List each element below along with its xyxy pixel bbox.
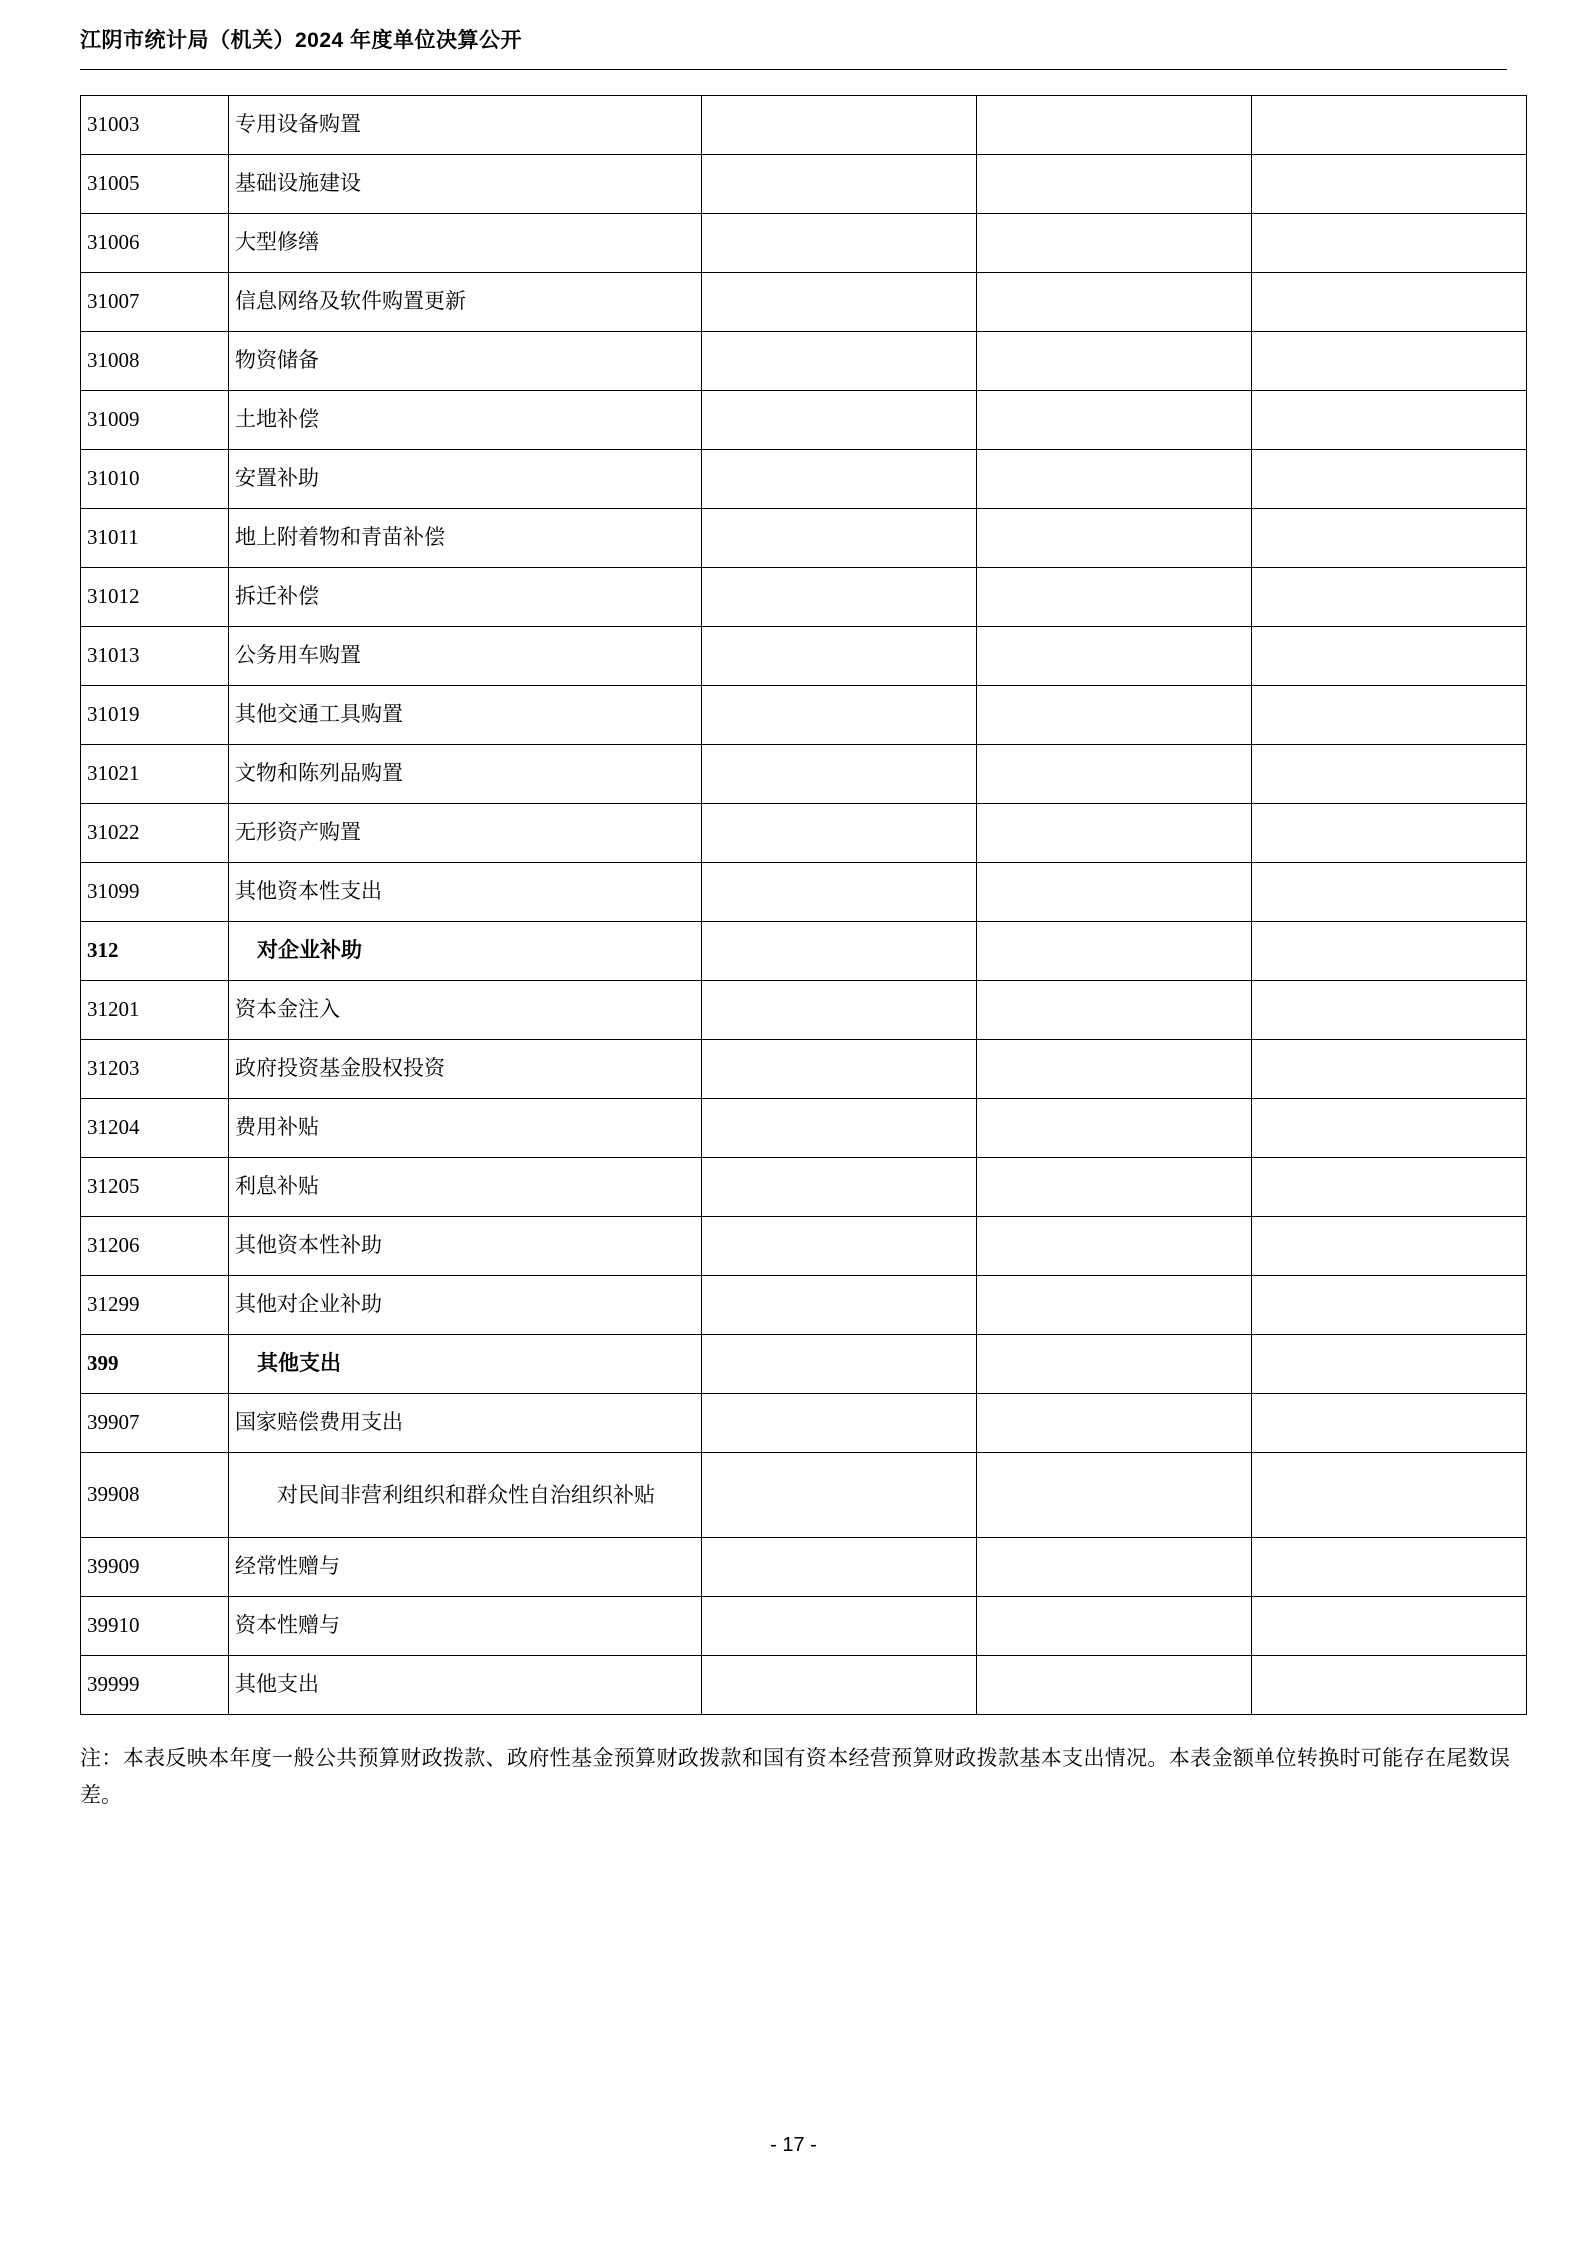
cell-amount-1 <box>702 332 977 391</box>
cell-amount-1 <box>702 509 977 568</box>
cell-amount-1 <box>702 1217 977 1276</box>
cell-amount-3 <box>1252 450 1527 509</box>
table-row <box>81 450 1527 509</box>
table-row <box>81 1099 1527 1158</box>
cell-amount-2 <box>977 155 1252 214</box>
cell-amount-1 <box>702 450 977 509</box>
cell-code: 31010 <box>81 450 229 509</box>
cell-code: 31012 <box>81 568 229 627</box>
cell-amount-3 <box>1252 509 1527 568</box>
cell-amount-1 <box>702 1394 977 1453</box>
table-row <box>81 627 1527 686</box>
cell-amount-1 <box>702 1040 977 1099</box>
cell-name: 国家赔偿费用支出 <box>229 1394 702 1453</box>
cell-amount-3 <box>1252 568 1527 627</box>
cell-name: 专用设备购置 <box>229 96 702 155</box>
table-row <box>81 155 1527 214</box>
cell-amount-3 <box>1252 922 1527 981</box>
cell-amount-1 <box>702 1656 977 1715</box>
table-row <box>81 863 1527 922</box>
header-title: 江阴市统计局（机关）2024 年度单位决算公开 <box>80 29 523 52</box>
cell-code: 31206 <box>81 1217 229 1276</box>
cell-amount-2 <box>977 96 1252 155</box>
cell-amount-3 <box>1252 745 1527 804</box>
table-row <box>81 1040 1527 1099</box>
cell-amount-3 <box>1252 1597 1527 1656</box>
cell-code: 31005 <box>81 155 229 214</box>
cell-code: 31008 <box>81 332 229 391</box>
cell-amount-1 <box>702 863 977 922</box>
cell-amount-1 <box>702 568 977 627</box>
cell-amount-1 <box>702 1538 977 1597</box>
cell-amount-3 <box>1252 1335 1527 1394</box>
cell-code: 31204 <box>81 1099 229 1158</box>
cell-amount-3 <box>1252 1217 1527 1276</box>
cell-name: 文物和陈列品购置 <box>229 745 702 804</box>
cell-name: 地上附着物和青苗补偿 <box>229 509 702 568</box>
cell-amount-3 <box>1252 1538 1527 1597</box>
cell-amount-2 <box>977 391 1252 450</box>
table-row <box>81 1597 1527 1656</box>
cell-code: 31299 <box>81 1276 229 1335</box>
cell-name: 其他对企业补助 <box>229 1276 702 1335</box>
cell-code: 39910 <box>81 1597 229 1656</box>
table-row <box>81 1158 1527 1217</box>
table-row <box>81 1217 1527 1276</box>
cell-name: 土地补偿 <box>229 391 702 450</box>
cell-name: 资本性赠与 <box>229 1597 702 1656</box>
cell-amount-2 <box>977 450 1252 509</box>
cell-amount-2 <box>977 1656 1252 1715</box>
cell-name: 公务用车购置 <box>229 627 702 686</box>
cell-amount-3 <box>1252 863 1527 922</box>
budget-table-container <box>80 95 1507 1715</box>
cell-code: 399 <box>81 1335 229 1394</box>
cell-amount-1 <box>702 1453 977 1538</box>
cell-amount-1 <box>702 391 977 450</box>
cell-amount-3 <box>1252 273 1527 332</box>
cell-amount-1 <box>702 1597 977 1656</box>
cell-amount-2 <box>977 214 1252 273</box>
cell-amount-2 <box>977 1276 1252 1335</box>
table-row <box>81 686 1527 745</box>
cell-amount-1 <box>702 1276 977 1335</box>
cell-amount-2 <box>977 1158 1252 1217</box>
cell-name: 其他支出 <box>229 1656 702 1715</box>
cell-amount-2 <box>977 627 1252 686</box>
table-row <box>81 273 1527 332</box>
table-row <box>81 745 1527 804</box>
cell-amount-1 <box>702 1158 977 1217</box>
cell-amount-2 <box>977 1597 1252 1656</box>
cell-name: 其他资本性补助 <box>229 1217 702 1276</box>
cell-amount-3 <box>1252 1276 1527 1335</box>
cell-code: 31022 <box>81 804 229 863</box>
cell-name: 经常性赠与 <box>229 1538 702 1597</box>
cell-amount-3 <box>1252 155 1527 214</box>
cell-name: 对企业补助 <box>229 922 702 981</box>
table-row <box>81 1394 1527 1453</box>
cell-amount-2 <box>977 1335 1252 1394</box>
cell-name: 利息补贴 <box>229 1158 702 1217</box>
cell-name: 安置补助 <box>229 450 702 509</box>
cell-code: 31203 <box>81 1040 229 1099</box>
cell-code: 31006 <box>81 214 229 273</box>
cell-amount-1 <box>702 981 977 1040</box>
cell-code: 31003 <box>81 96 229 155</box>
cell-amount-2 <box>977 1099 1252 1158</box>
table-row <box>81 96 1527 155</box>
header-divider <box>80 69 1507 70</box>
page-header <box>80 24 1507 70</box>
cell-amount-3 <box>1252 1394 1527 1453</box>
cell-code: 31099 <box>81 863 229 922</box>
cell-amount-3 <box>1252 96 1527 155</box>
cell-amount-1 <box>702 745 977 804</box>
cell-amount-2 <box>977 1394 1252 1453</box>
cell-code: 31021 <box>81 745 229 804</box>
cell-amount-3 <box>1252 214 1527 273</box>
cell-amount-2 <box>977 804 1252 863</box>
cell-amount-3 <box>1252 686 1527 745</box>
cell-name: 其他支出 <box>229 1335 702 1394</box>
table-row <box>81 1453 1527 1538</box>
table-row <box>81 568 1527 627</box>
table-note: 注：本表反映本年度一般公共预算财政拨款、政府性基金预算财政拨款和国有资本经营预算财政拨款基本支出情况。本表金额单位转换时可能存在尾数误差。 <box>80 1746 1510 1807</box>
cell-code: 39908 <box>81 1453 229 1538</box>
cell-amount-3 <box>1252 332 1527 391</box>
cell-amount-1 <box>702 214 977 273</box>
cell-amount-1 <box>702 627 977 686</box>
cell-name: 对民间非营利组织和群众性自治组织补贴 <box>229 1453 702 1538</box>
cell-amount-1 <box>702 1335 977 1394</box>
cell-code: 31205 <box>81 1158 229 1217</box>
cell-amount-2 <box>977 1040 1252 1099</box>
table-row <box>81 804 1527 863</box>
cell-code: 31201 <box>81 981 229 1040</box>
table-row <box>81 391 1527 450</box>
cell-amount-3 <box>1252 804 1527 863</box>
cell-amount-3 <box>1252 1656 1527 1715</box>
cell-amount-3 <box>1252 391 1527 450</box>
cell-amount-1 <box>702 922 977 981</box>
cell-amount-1 <box>702 96 977 155</box>
cell-amount-2 <box>977 568 1252 627</box>
cell-code: 39999 <box>81 1656 229 1715</box>
cell-amount-3 <box>1252 1040 1527 1099</box>
cell-name: 费用补贴 <box>229 1099 702 1158</box>
table-row <box>81 1656 1527 1715</box>
cell-amount-2 <box>977 509 1252 568</box>
cell-amount-2 <box>977 686 1252 745</box>
cell-amount-1 <box>702 273 977 332</box>
cell-amount-1 <box>702 804 977 863</box>
cell-name: 基础设施建设 <box>229 155 702 214</box>
page-number: - 17 - <box>770 2134 817 2156</box>
cell-name: 政府投资基金股权投资 <box>229 1040 702 1099</box>
cell-code: 31013 <box>81 627 229 686</box>
table-row <box>81 922 1527 981</box>
budget-table-body <box>81 96 1527 1715</box>
budget-table <box>80 95 1527 1715</box>
cell-name: 其他交通工具购置 <box>229 686 702 745</box>
table-row <box>81 981 1527 1040</box>
cell-name: 无形资产购置 <box>229 804 702 863</box>
cell-name: 其他资本性支出 <box>229 863 702 922</box>
cell-amount-3 <box>1252 1158 1527 1217</box>
cell-amount-2 <box>977 922 1252 981</box>
cell-code: 31007 <box>81 273 229 332</box>
cell-amount-3 <box>1252 1453 1527 1538</box>
cell-amount-1 <box>702 155 977 214</box>
cell-amount-3 <box>1252 981 1527 1040</box>
cell-amount-2 <box>977 1453 1252 1538</box>
cell-code: 39907 <box>81 1394 229 1453</box>
cell-code: 31009 <box>81 391 229 450</box>
cell-amount-2 <box>977 863 1252 922</box>
cell-code: 31011 <box>81 509 229 568</box>
cell-name: 信息网络及软件购置更新 <box>229 273 702 332</box>
cell-amount-3 <box>1252 627 1527 686</box>
cell-amount-2 <box>977 745 1252 804</box>
cell-name: 资本金注入 <box>229 981 702 1040</box>
cell-name: 大型修缮 <box>229 214 702 273</box>
cell-code: 31019 <box>81 686 229 745</box>
table-row <box>81 1335 1527 1394</box>
cell-code: 312 <box>81 922 229 981</box>
cell-amount-3 <box>1252 1099 1527 1158</box>
cell-amount-2 <box>977 273 1252 332</box>
table-row <box>81 1538 1527 1597</box>
table-row <box>81 332 1527 391</box>
cell-code: 39909 <box>81 1538 229 1597</box>
cell-amount-2 <box>977 332 1252 391</box>
cell-name: 拆迁补偿 <box>229 568 702 627</box>
table-row <box>81 1276 1527 1335</box>
table-row <box>81 214 1527 273</box>
cell-amount-2 <box>977 1538 1252 1597</box>
cell-amount-1 <box>702 1099 977 1158</box>
cell-amount-2 <box>977 981 1252 1040</box>
cell-amount-2 <box>977 1217 1252 1276</box>
cell-name: 物资储备 <box>229 332 702 391</box>
table-row <box>81 509 1527 568</box>
cell-amount-1 <box>702 686 977 745</box>
